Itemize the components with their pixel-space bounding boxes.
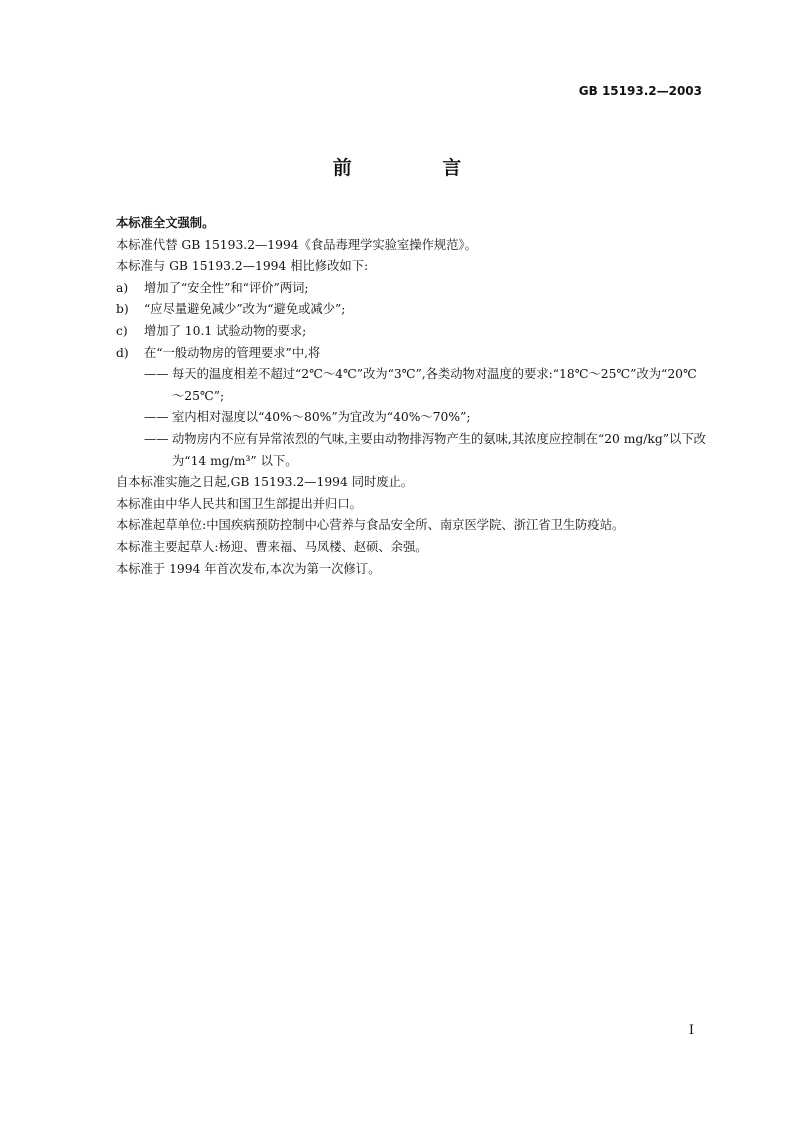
paragraph-mandatory: 本标准全文强制。 [116, 216, 215, 230]
paragraph-replaces: 本标准代替 GB 15193.2—1994《食品毒理学实验室操作规范》。 [116, 237, 477, 252]
paragraph-changes-intro: 本标准与 GB 15193.2—1994 相比修改如下: [116, 259, 369, 274]
list-item-text: “应尽量避免减少”改为“避免或减少”; [144, 302, 346, 317]
dash-item [116, 429, 706, 472]
dash-mark: —— [144, 367, 169, 382]
dash-item [116, 407, 706, 429]
dash-item [116, 364, 706, 407]
page-number: I [688, 1023, 694, 1038]
standard-code: GB 15193.2—2003 [578, 84, 702, 98]
list-item-label: c) [116, 323, 128, 338]
paragraph-history: 本标准于 1994 年首次发布,本次为第一次修订。 [116, 561, 381, 576]
dash-mark: —— [144, 431, 169, 446]
list-item-text: 在“一般动物房的管理要求”中,将 [144, 345, 321, 360]
list-item [116, 299, 706, 321]
list-item [116, 321, 706, 343]
paragraph-proposer: 本标准由中华人民共和国卫生部提出并归口。 [116, 496, 362, 511]
page-title: 前 言 [332, 157, 504, 179]
list-item-label: d) [116, 345, 129, 360]
dash-item-text: 室内相对湿度以“40%～80%”为宜改为“40%～70%”; [172, 410, 471, 425]
list-item [116, 343, 706, 365]
paragraph-supersedes: 自本标准实施之日起,GB 15193.2—1994 同时废止。 [116, 475, 414, 490]
dash-mark: —— [144, 410, 169, 425]
dash-item-text: 每天的温度相差不超过“2℃～4℃”改为“3℃”,各类动物对温度的要求:“18℃～25℃”改为“20℃～25℃”; [172, 367, 697, 403]
dash-item-text: 动物房内不应有异常浓烈的气味,主要由动物排泻物产生的氨味,其浓度应控制在“20 mg/kg”以下改为“14 mg/m³” 以下。 [172, 431, 706, 468]
list-item-label: a) [116, 280, 129, 295]
list-item-label: b) [116, 302, 129, 317]
list-item [116, 278, 706, 300]
list-item-text: 增加了“安全性”和“评价”两词; [144, 280, 309, 295]
preface-body [116, 213, 706, 580]
paragraph-drafters: 本标准主要起草人:杨迎、曹来福、马凤楼、赵硕、余强。 [116, 539, 428, 554]
list-item-text: 增加了 10.1 试验动物的要求; [144, 323, 307, 338]
paragraph-drafting-units: 本标准起草单位:中国疾病预防控制中心营养与食品安全所、南京医学院、浙江省卫生防疫站。 [116, 518, 625, 533]
